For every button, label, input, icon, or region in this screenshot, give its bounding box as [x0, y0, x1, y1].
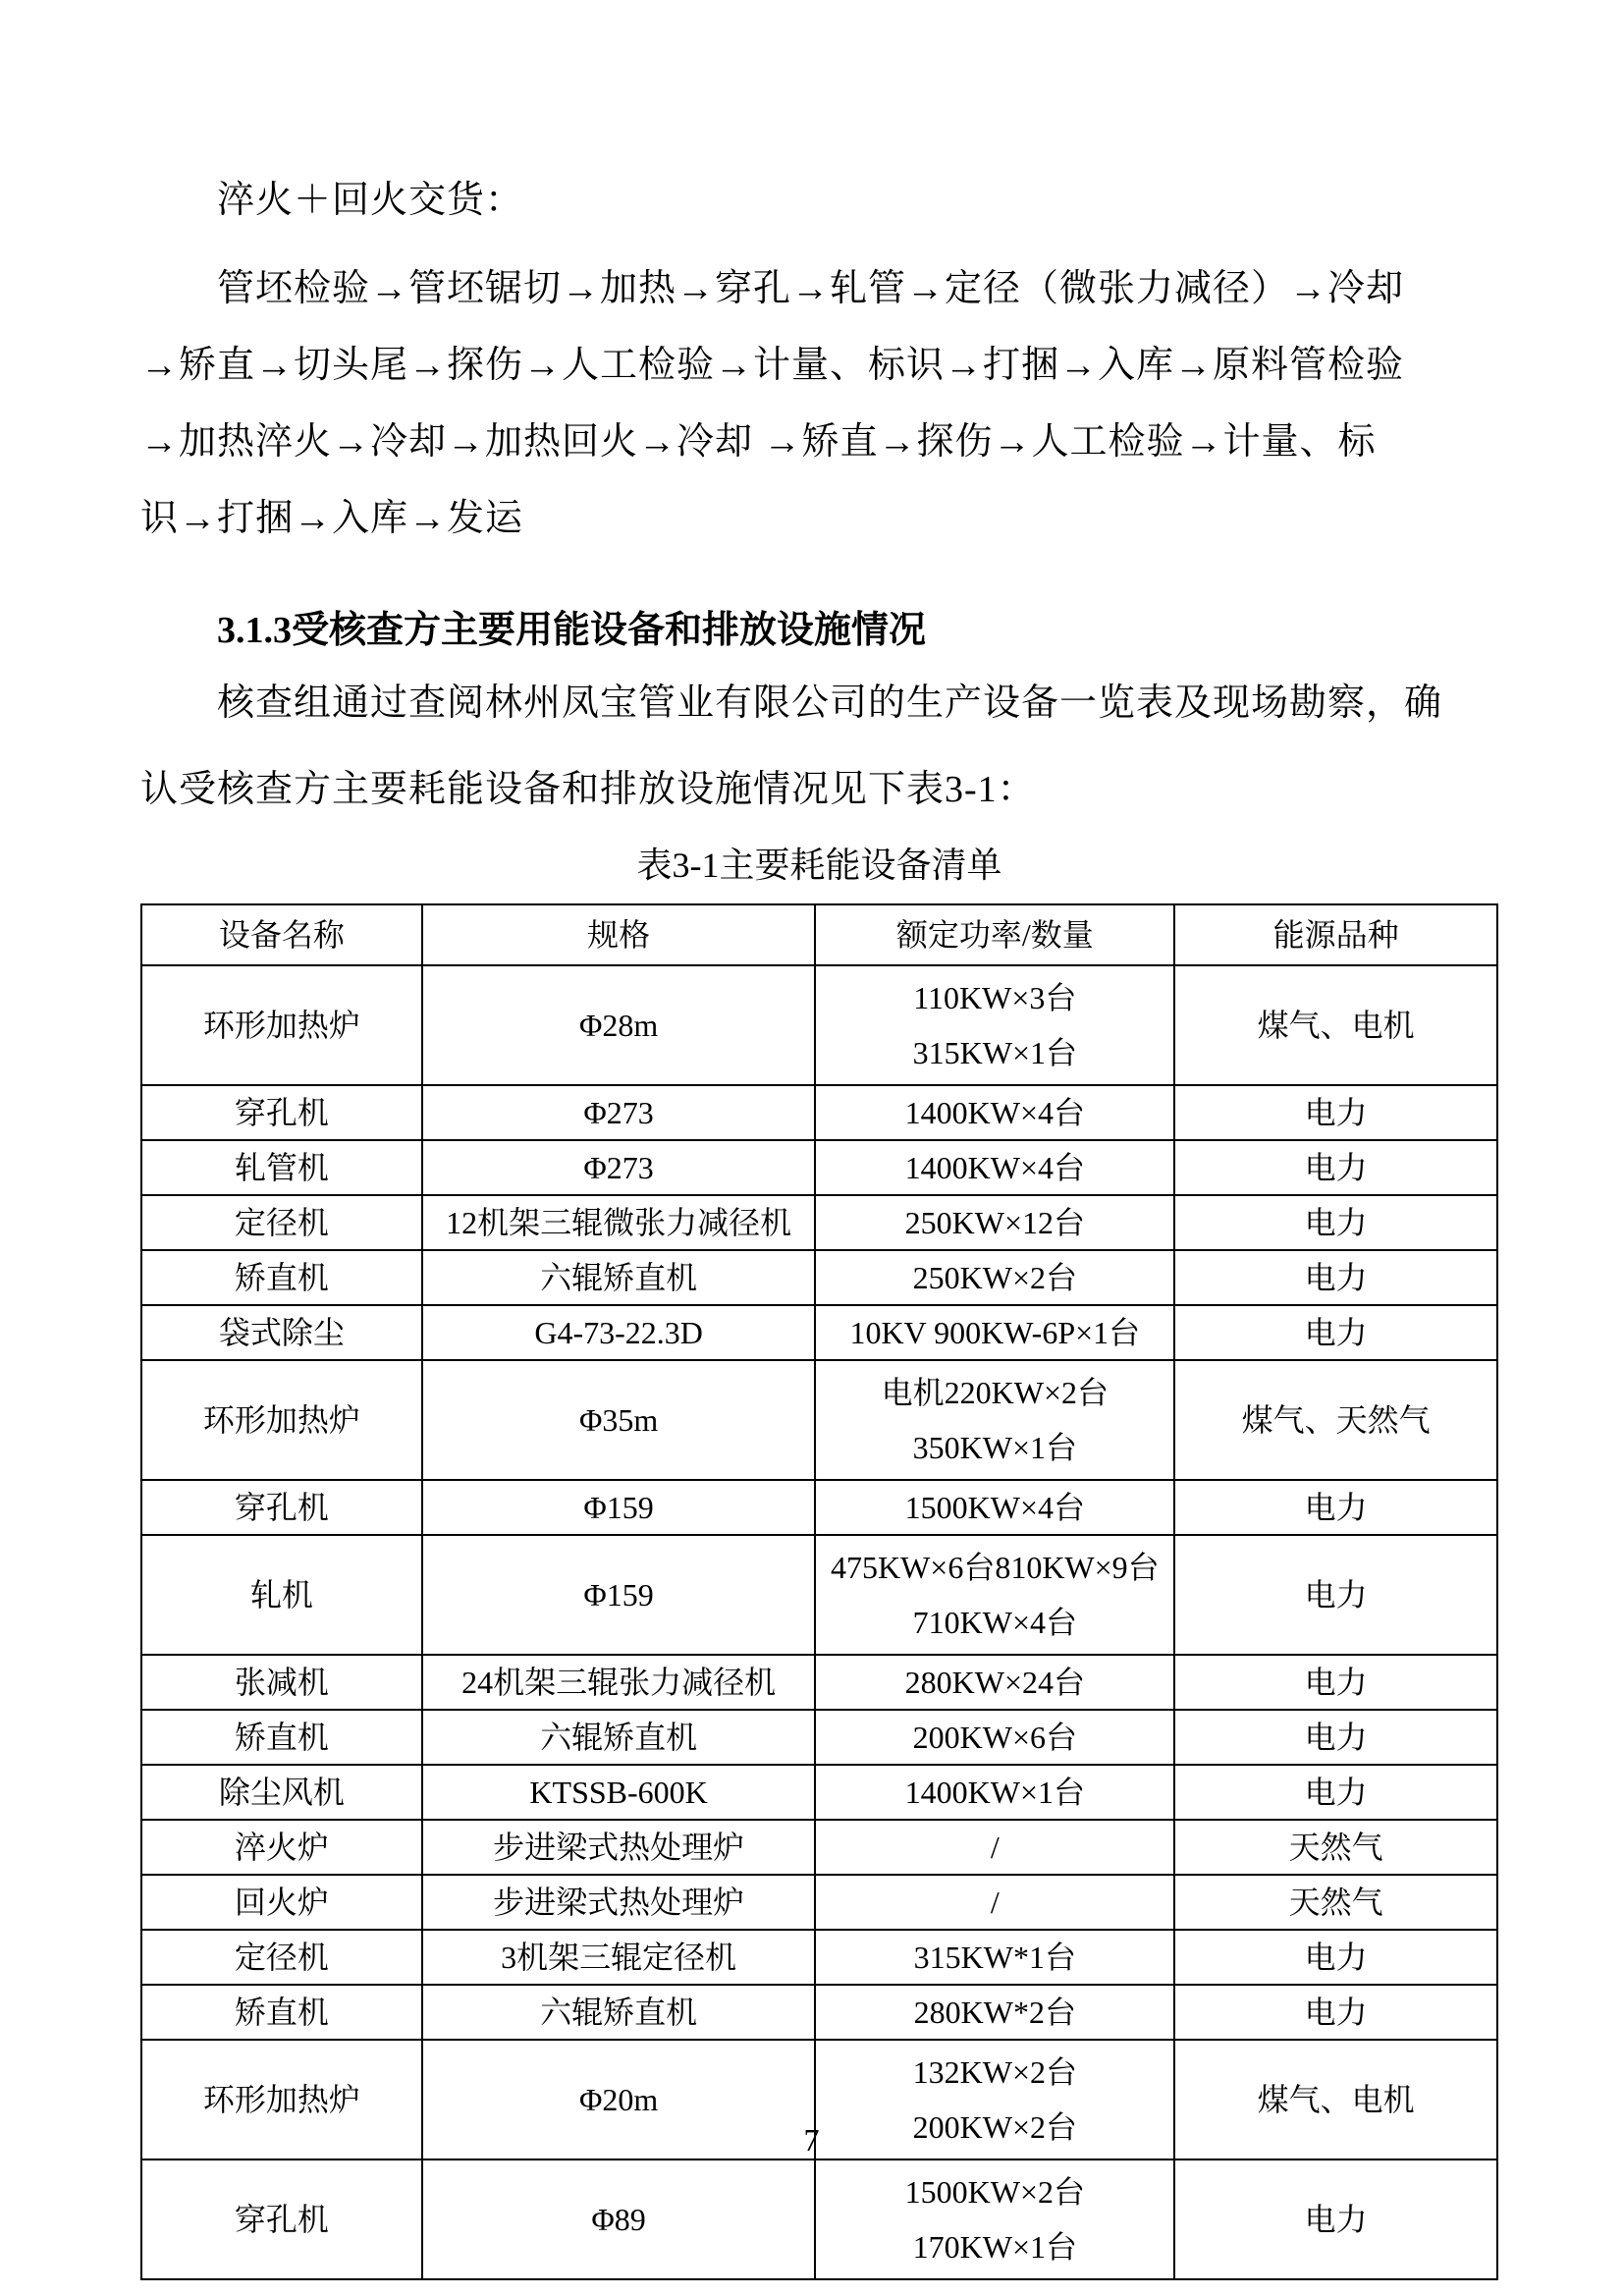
power-cell: 250KW×2台	[815, 1250, 1174, 1305]
spec-cell: Φ89	[422, 2159, 815, 2279]
table-row	[141, 1140, 1497, 1195]
device-name-cell: 轧管机	[141, 1140, 422, 1195]
table-row	[141, 1480, 1497, 1535]
power-cell: 电机220KW×2台 350KW×1台	[815, 1360, 1174, 1480]
table-row	[141, 1985, 1497, 2040]
spec-cell: Φ35m	[422, 1360, 815, 1480]
spec-cell: Φ273	[422, 1085, 815, 1140]
spec-cell: 24机架三辊张力减径机	[422, 1655, 815, 1710]
energy-cell: 天然气	[1174, 1820, 1497, 1875]
header-energy-type: 能源品种	[1174, 904, 1497, 965]
device-name-cell: 定径机	[141, 1195, 422, 1250]
spec-cell: 步进梁式热处理炉	[422, 1820, 815, 1875]
spec-cell: Φ273	[422, 1140, 815, 1195]
energy-cell: 电力	[1174, 1305, 1497, 1360]
table-header-row	[141, 904, 1497, 965]
energy-cell: 电力	[1174, 1535, 1497, 1655]
power-cell: 132KW×2台 200KW×2台	[815, 2040, 1174, 2159]
table-row	[141, 1360, 1497, 1480]
spec-cell: Φ159	[422, 1480, 815, 1535]
equipment-table	[140, 903, 1498, 2280]
paragraph-line-2: 认受核查方主要耗能设备和排放设施情况见下表3-1：	[140, 769, 1036, 810]
spec-cell: 六辊矫直机	[422, 1710, 815, 1765]
device-name-cell: 穿孔机	[141, 1480, 422, 1535]
table-row	[141, 1305, 1497, 1360]
device-name-cell: 环形加热炉	[141, 1360, 422, 1480]
spec-cell: Φ20m	[422, 2040, 815, 2159]
spec-cell: 3机架三辊定径机	[422, 1930, 815, 1985]
energy-cell: 煤气、天然气	[1174, 1360, 1497, 1480]
device-name-cell: 矫直机	[141, 1250, 422, 1305]
power-cell: 1500KW×4台	[815, 1480, 1174, 1535]
table-row	[141, 1655, 1497, 1710]
header-rated-power: 额定功率/数量	[815, 904, 1174, 965]
table-row	[141, 1195, 1497, 1250]
header-device-name: 设备名称	[141, 904, 422, 965]
section-heading: 3.1.3受核查方主要用能设备和排放设施情况	[217, 610, 927, 651]
device-name-cell: 穿孔机	[141, 2159, 422, 2279]
flow-line-3: →加热淬火→冷却→加热回火→冷却 →矫直→探伤→人工检验→计量、标	[140, 421, 1377, 463]
spec-cell: KTSSB-600K	[422, 1765, 815, 1820]
table-row	[141, 1535, 1497, 1655]
paragraph-line-1: 核查组通过查阅林州凤宝管业有限公司的生产设备一览表及现场勘察，确	[217, 683, 1443, 724]
power-cell: 1500KW×2台 170KW×1台	[815, 2159, 1174, 2279]
energy-cell: 煤气、电机	[1174, 2040, 1497, 2159]
device-name-cell: 矫直机	[141, 1985, 422, 2040]
table-row	[141, 965, 1497, 1085]
power-cell: 280KW*2台	[815, 1985, 1174, 2040]
device-name-cell: 袋式除尘	[141, 1305, 422, 1360]
energy-cell: 电力	[1174, 1765, 1497, 1820]
energy-cell: 电力	[1174, 1985, 1497, 2040]
device-name-cell: 轧机	[141, 1535, 422, 1655]
spec-cell: Φ28m	[422, 965, 815, 1085]
power-cell: 315KW*1台	[815, 1930, 1174, 1985]
power-cell: 475KW×6台810KW×9台 710KW×4台	[815, 1535, 1174, 1655]
energy-cell: 电力	[1174, 1710, 1497, 1765]
table-row	[141, 1085, 1497, 1140]
energy-cell: 电力	[1174, 1930, 1497, 1985]
flow-line-1: 管坯检验→管坯锯切→加热→穿孔→轧管→定径（微张力减径）→冷却	[217, 268, 1405, 309]
table-row	[141, 1930, 1497, 1985]
power-cell: 200KW×6台	[815, 1710, 1174, 1765]
flow-intro-line: 淬火＋回火交货：	[217, 180, 524, 221]
device-name-cell: 环形加热炉	[141, 2040, 422, 2159]
energy-cell: 电力	[1174, 2159, 1497, 2279]
device-name-cell: 回火炉	[141, 1875, 422, 1930]
table-row	[141, 2159, 1497, 2279]
energy-cell: 天然气	[1174, 1875, 1497, 1930]
energy-cell: 电力	[1174, 1655, 1497, 1710]
device-name-cell: 环形加热炉	[141, 965, 422, 1085]
energy-cell: 电力	[1174, 1085, 1497, 1140]
device-name-cell: 穿孔机	[141, 1085, 422, 1140]
page-number: 7	[803, 2122, 820, 2158]
spec-cell: Φ159	[422, 1535, 815, 1655]
spec-cell: 12机架三辊微张力减径机	[422, 1195, 815, 1250]
power-cell: 1400KW×1台	[815, 1765, 1174, 1820]
device-name-cell: 淬火炉	[141, 1820, 422, 1875]
energy-cell: 电力	[1174, 1140, 1497, 1195]
energy-cell: 电力	[1174, 1195, 1497, 1250]
power-cell: 1400KW×4台	[815, 1140, 1174, 1195]
table-body	[141, 965, 1497, 2279]
table-caption: 表3-1主要耗能设备清单	[636, 846, 1002, 885]
energy-cell: 电力	[1174, 1250, 1497, 1305]
table-row	[141, 1765, 1497, 1820]
power-cell: 250KW×12台	[815, 1195, 1174, 1250]
spec-cell: 步进梁式热处理炉	[422, 1875, 815, 1930]
power-cell: 280KW×24台	[815, 1655, 1174, 1710]
power-cell: 10KV 900KW-6P×1台	[815, 1305, 1174, 1360]
table-row	[141, 1820, 1497, 1875]
power-cell: 1400KW×4台	[815, 1085, 1174, 1140]
flow-line-2: →矫直→切头尾→探伤→人工检验→计量、标识→打捆→入库→原料管检验	[140, 345, 1405, 386]
header-spec: 规格	[422, 904, 815, 965]
energy-cell: 煤气、电机	[1174, 965, 1497, 1085]
spec-cell: G4-73-22.3D	[422, 1305, 815, 1360]
table-row	[141, 1250, 1497, 1305]
table-row	[141, 1875, 1497, 1930]
spec-cell: 六辊矫直机	[422, 1985, 815, 2040]
table-row	[141, 1710, 1497, 1765]
energy-cell: 电力	[1174, 1480, 1497, 1535]
flow-line-4: 识→打捆→入库→发运	[140, 498, 524, 539]
spec-cell: 六辊矫直机	[422, 1250, 815, 1305]
power-cell: /	[815, 1820, 1174, 1875]
device-name-cell: 除尘风机	[141, 1765, 422, 1820]
power-cell: 110KW×3台 315KW×1台	[815, 965, 1174, 1085]
power-cell: /	[815, 1875, 1174, 1930]
device-name-cell: 矫直机	[141, 1710, 422, 1765]
device-name-cell: 张减机	[141, 1655, 422, 1710]
device-name-cell: 定径机	[141, 1930, 422, 1985]
